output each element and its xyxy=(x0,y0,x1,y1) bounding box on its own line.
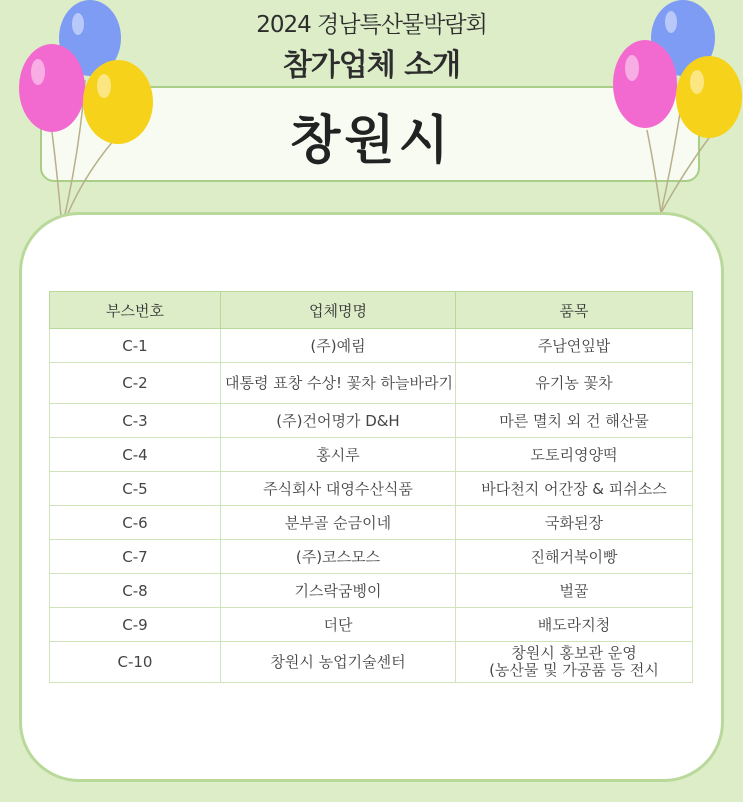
company-cell: 기스락굼벵이 xyxy=(221,574,456,608)
product-cell: 마른 멸치 외 건 해산물 xyxy=(456,404,693,438)
product-cell: 배도라지청 xyxy=(456,608,693,642)
table-row xyxy=(50,574,693,608)
booth-cell: C-10 xyxy=(50,642,221,683)
product-cell: 도토리영양떡 xyxy=(456,438,693,472)
table-header-row xyxy=(50,292,693,329)
right-balloon-group xyxy=(605,0,743,215)
table-row xyxy=(50,506,693,540)
company-cell: 창원시 농업기술센터 xyxy=(221,642,456,683)
table-row xyxy=(50,404,693,438)
product-cell: 벌꿀 xyxy=(456,574,693,608)
product-cell: 유기농 꽃차 xyxy=(456,363,693,404)
company-cell: 대통령 표창 수상! 꽃차 하늘바라기 xyxy=(221,363,456,404)
product-line: 창원시 홍보관 운영 xyxy=(511,644,637,662)
product-cell: 바다천지 어간장 & 피쉬소스 xyxy=(456,472,693,506)
city-name: 창원시 xyxy=(290,111,453,171)
table-row xyxy=(50,329,693,363)
table-row xyxy=(50,642,693,683)
balloon-yellow-icon xyxy=(83,60,153,144)
product-cell xyxy=(456,642,693,683)
booth-cell: C-5 xyxy=(50,472,221,506)
company-cell: 주식회사 대영수산식품 xyxy=(221,472,456,506)
booth-table xyxy=(49,291,693,683)
table-row xyxy=(50,472,693,506)
left-balloon-group xyxy=(10,0,160,230)
column-header-company: 업체명명 xyxy=(221,292,456,329)
balloon-pink-icon xyxy=(19,44,85,132)
company-cell: 분부골 순금이네 xyxy=(221,506,456,540)
balloon-yellow-icon xyxy=(676,56,742,138)
product-cell: 진해거북이빵 xyxy=(456,540,693,574)
company-cell: 더단 xyxy=(221,608,456,642)
balloon-pink-icon xyxy=(613,40,677,128)
company-cell: 홍시루 xyxy=(221,438,456,472)
event-title: 2024 경남특산물박람회 xyxy=(256,12,487,38)
booth-cell: C-9 xyxy=(50,608,221,642)
product-cell: 국화된장 xyxy=(456,506,693,540)
company-cell: (주)예림 xyxy=(221,329,456,363)
table-row xyxy=(50,608,693,642)
table-row xyxy=(50,363,693,404)
table-row xyxy=(50,540,693,574)
booth-cell: C-2 xyxy=(50,363,221,404)
booth-cell: C-7 xyxy=(50,540,221,574)
booth-cell: C-4 xyxy=(50,438,221,472)
product-line: (농산물 및 가공품 등 전시 xyxy=(489,661,659,679)
column-header-product: 품목 xyxy=(456,292,693,329)
company-cell: (주)건어명가 D&H xyxy=(221,404,456,438)
page-subtitle: 참가업체 소개 xyxy=(282,48,461,83)
column-header-booth: 부스번호 xyxy=(50,292,221,329)
table-row xyxy=(50,438,693,472)
booth-cell: C-6 xyxy=(50,506,221,540)
booth-cell: C-8 xyxy=(50,574,221,608)
product-cell: 주남연잎밥 xyxy=(456,329,693,363)
company-cell: (주)코스모스 xyxy=(221,540,456,574)
booth-cell: C-1 xyxy=(50,329,221,363)
booth-cell: C-3 xyxy=(50,404,221,438)
